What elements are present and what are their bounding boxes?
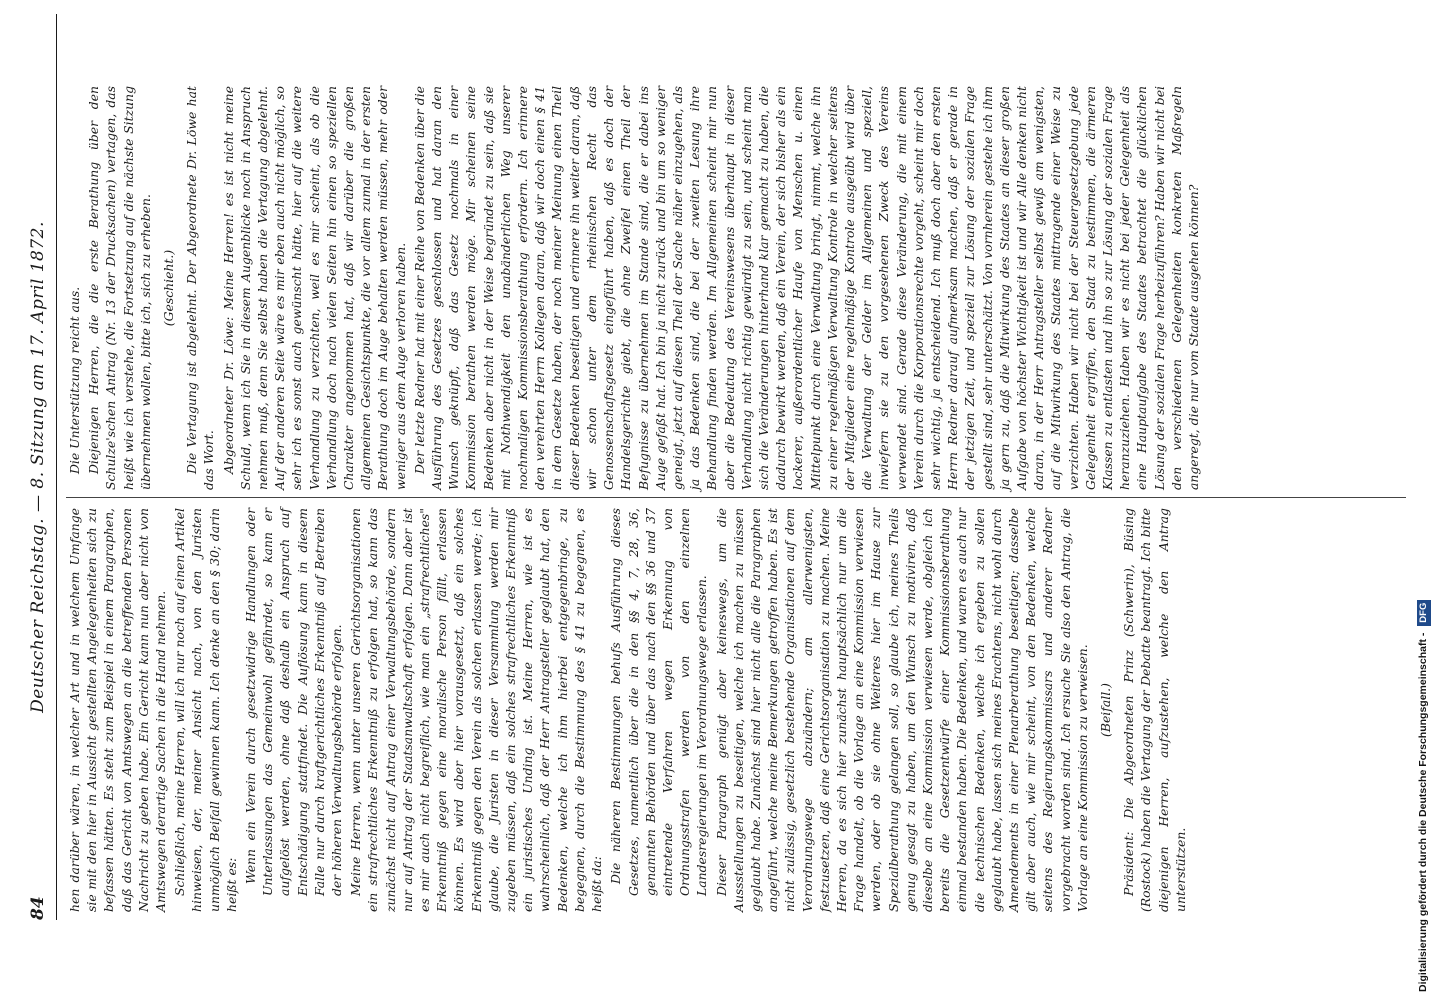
quoted-law-text: Die näheren Bestimmungen behufs Ausführung dieses Gesetzes, namentlich über die in den §§ 4, 7, 28, 36, genannten Behörden und über das nach den §§ 36 und 37 eintretende Verfahren wegen Erkennung von Ordnungsstrafen werden von den einzelnen Landesregierungen im Verordnungswege erlassen. <box>608 508 710 896</box>
digitization-credit <box>1414 8 1430 992</box>
quoted-law-text: Wenn ein Verein durch gesetzwidrige Handlungen oder Unterlassungen das Gemeinwohl gefährdet, so kann er aufgelöst werden, ohne daß deshalb ein Anspruch auf Entschädigung stattfindet. Die Auflösung kann in diesem Falle nur durch kraftgerichtliches Erkenntniß auf Betreiben der höheren Verwaltungsbehörde erfolgen. <box>243 508 345 896</box>
header-rule <box>56 14 57 920</box>
stage-direction: (Beifall.) <box>1097 683 1113 737</box>
paragraph-president: Präsident: Die Abgeordneten Prinz (Schwerin), Büsing (Rostock) haben die Vertagung der Debatte beantragt. Ich bitte diejenigen Herren, aufzustehen, welche den Antrag unterstützen. <box>1121 508 1188 912</box>
right-column <box>66 86 1204 490</box>
digitization-credit-text: Digitalisierung gefördert durch die Deutsche Forschungsgemeinschaft - <box>1417 632 1429 992</box>
paragraph: Die Unterstützung reicht aus. <box>67 286 82 474</box>
paragraph: Meine Herren, wenn unter unseren Gerichtsorganisationen ein strafrechtliches Erkenntniß zu erfolgen hat, so kann das zunächst nicht auf Antrag einer Verwaltungsbehörde, sondern nur auf Antrag der Staatsanwaltschaft erfolgen. Dann aber ist es mir auch nicht begreiflich, wie man ein „strafrechtliches" Erkenntniß gegen eine moralische Person fällt, erlassen können. Es wird aber hier vorausgesetzt, daß ein solches Erkenntniß gegen den Verein als solchen erlassen werde; ich glaube, die Juristen in dieser Versammlung werden mir zugeben müssen, daß ein solches strafrechtliches Erkenntniß ein juristisches Unding ist. Meine Herren, wie ist es wahrscheinlich, daß der Herr Antragsteller geglaubt hat, den Bedenken, welche ich ihm hierbei entgegenbringe, zu begegnen, durch die Bestimmung des § 41 zu begegnen, es heißt da: <box>348 508 605 912</box>
dfg-logo: DFG <box>1417 600 1431 626</box>
page-header <box>28 14 54 920</box>
paragraph-speaker: Abgeordneter Dr. Löwe: Meine Herren! es ist nicht meine Schuld, wenn ich Sie in diesem Augenblicke noch in Anspruch nehmen muß, denn Sie selbst haben die Vertagung abgelehnt. Auf der anderen Seite wäre es mir eben auch nicht möglich, so sehr ich es sonst auch gewünscht hätte, hier auf die weitere Verhandlung zu verzichten, weil es mir scheint, als ob die Verhandlung doch nach vielen Seiten hin einen so speziellen Charakter angenommen hat, daß wir darüber die großen allgemeinen Gesichtspunkte, die vor allem zumal in der ersten Berathung doch im Auge behalten werden müssen, mehr oder weniger aus dem Auge verloren haben. <box>220 86 408 490</box>
paragraph: Der letzte Redner hat mit einer Reihe von Bedenken über die Ausführung des Gesetzes geschlossen und hat daran den Wunsch geknüpft, daß das Gesetz nochmals in einer Kommission berathen werden möge. Mir scheinen seine Bedenken aber nicht in der Weise begründet zu sein, daß sie mit Nothwendigkeit den unabänderlichen Weg unserer nochmaligen Kommissionsberathung erfordern. Ich erinnere den verehrten Herrn Kollegen daran, daß wir doch einen § 41 in dem Gesetze haben, der noch meiner Meinung einen Theil dieser Bedenken beseitigen und erinnere ihn weiter daran, daß wir schon unter dem rheinischen Recht das Genossenschaftsgesetz eingeführt haben, daß es doch der Handelsgerichte giebt, die ohne Zweifel einen Theil der Befugnisse zu übernehmen im Stande sind, die er dabei ins Auge gefaßt hat. Ich bin ja nicht zurück und bin um so weniger geneigt, jetzt auf diesen Theil der Sache näher einzugehen, als ja das Bedenken sind, die bei der zweiten Lesung ihre Behandlung finden werden. Im Allgemeinen scheint mir nun aber die Bedeutung des Vereinswesens überhaupt in dieser Verhandlung nicht richtig gewürdigt zu sein, und scheint man sich die Veränderungen hinterhand klar gemacht zu haben, die dadurch bewirkt werden, daß ein Verein, der sich bisher als ein lockerer, außerordentlicher Haufe von Menschen u. einen Mittelpunkt durch eine Verwaltung bringt, nimmt, welche ihn zu einer regelmäßigen Verwaltung Kontrole in welcher seitens der Mitglieder eine regelmäßige Kontrole ausgeübt wird über die Verwaltung der Gelder im Allgemeinen und speziell, inwiefern sie zu den vorgesehenen Zweck des Vereins verwendet sind. Gerade diese Veränderung, die mit einem Verein durch die Korporationsrechte vorgeht, scheint mir doch sehr wichtig, ja entscheidend. Ich muß doch aber den ersten Herrn Redner darauf aufmerksam machen, daß er gerade in der jetzigen Zeit, und speziell zur Lösung der sozialen Frage gestellt sind, sehr unterschätzt. Von vornherein gestehe ich ihm ja gern zu, daß die Mitwirkung des Staates an dieser großen Aufgabe von höchster Wichtigkeit ist und wir Alle denken nicht daran, in der Herr Antragsteller selbst gewiß am wenigsten, auf die Mitwirkung des Staates mittragende einer Weise zu verzichten. Haben wir nicht bei der Steuergesetzgebung jede Gelegenheit ergriffen, den Staat zu bestimmen, die ärmeren Klassen zu entlasten und ihn so zur Lösung der sozialen Frage heranzuziehen. Haben wir es nicht bei jeder Gelegenheit als eine Hauptaufgabe des Staates betrachtet die glücklichen Lösung der sozialen Frage herbeizuführen? Haben wir nicht bei den verschiedenen Gelegenheiten konkreten Maßregeln angeregt, die nur vom Staate ausgehen können? <box>411 86 1201 490</box>
page-number: 84 <box>28 896 48 920</box>
paragraph: Dieser Paragraph genügt aber keineswegs, um die Aussstellungen zu beseitigen, welche ich machen zu müssen geglaubt habe. Zunächst sind hier nicht alle die Paragraphen angeführt, welche meine Bemerkungen getroffen haben. Es ist nicht zulässig, gesetzlich bestehende Organisationen auf dem Verordnungswege abzuändern; am allerwenigsten, festzusetzen, daß eine Gerichtsorganisation zu machen. Meine Herren, da es sich hier zunächst hauptsächlich nur um die Frage handelt, ob die Vorlage an eine Kommission verwiesen werden, oder ob sie ohne Weiteres hier im Hause zur Spezialberathung gelangen soll, so glaube ich, meines Theils genug gesagt zu haben, um den Wunsch zu motiviren, daß dieselbe an eine Kommission verwiesen werde, obgleich ich bereits die Gesetzentwürfe einer Kommissionsberathung einmal bestanden haben. Die Bedenken, und waren es auch nur die technischen Bedenken, welche ich ergeben zu sollen geglaubt habe, lassen sich meines Erachtens, nicht wohl durch Amendements in einer Plenarberathung beseitigen; dasselbe gilt aber auch, wie mir scheint, von den Bedenken, welche seitens des Regierungskommissars und anderer Redner vorgebracht worden sind. Ich ersuche Sie also den Antrag, die Vorlage an eine Kommission zu verweisen. <box>713 508 1090 912</box>
running-title: Deutscher Reichstag. — 8. Sitzung am 17. April 1872. <box>28 221 48 713</box>
paragraph: Die Vertagung ist abgelehnt. Der Abgeordnete Dr. Löwe hat das Wort. <box>184 86 217 490</box>
left-column <box>66 508 1191 912</box>
paragraph: hen darüber wären, in welcher Art und in welchem Umfange sie mit den hier in Aussicht gestellten Angelegenheiten sich zu befassen hätten. Es steht zum Beispiel in einem Paragraphen, daß das Gericht von Amtswegen an die betreffenden Personen Nachricht zu geben habe. Ein Gericht kann nun aber nicht von Amtswegen derartige Sachen in die Hand nehmen. <box>67 508 169 912</box>
column-divider <box>66 497 1406 498</box>
paragraph: Diejenigen Herren, die die erste Berathung über den Schulze'schen Antrag (Nr. 13 der Drucksachen) vertagen, das heißt wie ich verstehe, die Fortsetzung auf die nächste Sitzung übernehmen wollen, bitte ich, sich zu erheben. <box>86 86 153 490</box>
stage-direction: (Geschieht.) <box>161 249 177 327</box>
paragraph: Schließlich, meine Herren, will ich nur noch auf einen Artikel hinweisen, der, meiner Ansicht nach, von den Juristen unmöglich Beifall gewinnen kann. Ich denke an den § 30; darin heißt es: <box>172 508 239 912</box>
